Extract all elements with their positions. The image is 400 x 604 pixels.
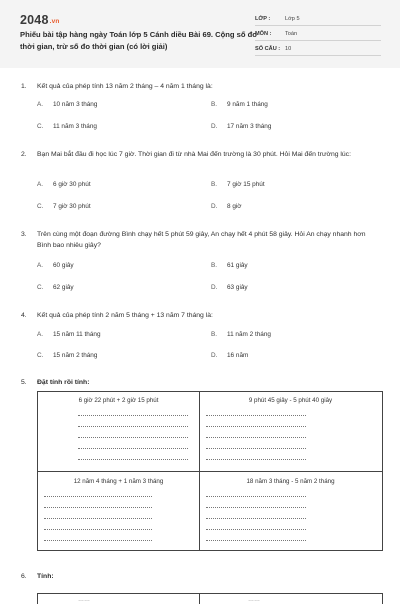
question-number: 1. — [21, 83, 27, 90]
answer-line[interactable] — [78, 459, 188, 460]
meta-value: Lớp 5 — [285, 16, 300, 22]
table-divider — [199, 594, 200, 604]
option-letter: B. — [211, 101, 218, 108]
answer-line[interactable] — [206, 426, 306, 427]
option-d[interactable] — [211, 352, 248, 359]
question-3 — [21, 229, 381, 251]
option-text: 8 giờ — [227, 203, 242, 210]
option-text: 62 giây — [53, 284, 74, 291]
option-a[interactable] — [37, 331, 101, 338]
option-c[interactable] — [37, 352, 97, 359]
answer-line[interactable] — [78, 437, 188, 438]
meta-value: 10 — [285, 46, 292, 52]
answer-line[interactable] — [206, 459, 306, 460]
option-text: 15 năm 11 tháng — [53, 331, 101, 338]
option-letter: D. — [211, 284, 218, 291]
option-b[interactable] — [211, 262, 248, 269]
exercise-cell-title: 18 năm 3 tháng - 5 năm 2 tháng — [246, 478, 335, 485]
question-number: 4. — [21, 312, 27, 319]
section-title: Tính: — [37, 573, 54, 580]
option-a[interactable] — [37, 262, 74, 269]
question-text: Bạn Mai bắt đầu đi học lúc 7 giờ. Thời gian đi từ nhà Mai đến trường là 30 phút. Hỏi Mai đến trường lúc: — [37, 151, 351, 158]
option-letter: A. — [37, 101, 44, 108]
option-text: 63 giây — [227, 284, 248, 291]
answer-line[interactable] — [44, 518, 152, 519]
option-text: 16 năm — [227, 352, 249, 359]
meta-label: SỐ CÂU : — [255, 46, 281, 52]
option-letter: B. — [211, 262, 218, 269]
answer-line[interactable] — [78, 448, 188, 449]
answer-line[interactable] — [78, 426, 188, 427]
option-text: 7 giờ 30 phút — [53, 203, 91, 210]
option-b[interactable] — [211, 101, 268, 108]
option-text: 17 năm 3 tháng — [227, 123, 272, 130]
option-b[interactable] — [211, 331, 271, 338]
calculation-table-2 — [37, 593, 383, 604]
meta-label: LỚP : — [255, 16, 271, 22]
option-letter: C. — [37, 203, 44, 210]
option-text: 9 năm 1 tháng — [227, 101, 268, 108]
question-text: Kết quả của phép tính 13 năm 2 tháng – 4 năm 1 tháng là: — [37, 83, 213, 90]
header — [0, 0, 400, 68]
option-text: 7 giờ 15 phút — [227, 181, 265, 188]
answer-line[interactable] — [206, 507, 306, 508]
section-number: 5. — [21, 379, 27, 386]
meta-subject — [255, 28, 381, 41]
option-c[interactable] — [37, 284, 74, 291]
meta-label: MÔN : — [255, 31, 272, 37]
answer-line[interactable] — [206, 518, 306, 519]
section-number: 6. — [21, 573, 27, 580]
option-letter: C. — [37, 123, 44, 130]
option-letter: C. — [37, 352, 44, 359]
site-logo[interactable] — [20, 13, 60, 27]
option-text: 11 năm 2 tháng — [227, 331, 271, 338]
option-letter: B. — [211, 181, 218, 188]
option-letter: D. — [211, 123, 218, 130]
answer-line[interactable] — [44, 529, 152, 530]
option-a[interactable] — [37, 181, 91, 188]
answer-line[interactable] — [44, 507, 152, 508]
option-c[interactable] — [37, 203, 91, 210]
option-a[interactable] — [37, 101, 97, 108]
exercise-cell-title: 6 giờ 22 phút + 2 giờ 15 phút — [78, 397, 159, 404]
question-number: 2. — [21, 151, 27, 158]
exercise-cell-title: 9 phút 45 giây - 5 phút 40 giây — [248, 397, 333, 404]
question-1 — [21, 81, 381, 92]
answer-line[interactable] — [206, 496, 306, 497]
option-text: 60 giây — [53, 262, 74, 269]
option-letter: A. — [37, 181, 44, 188]
option-text: 61 giây — [227, 262, 248, 269]
answer-line[interactable] — [206, 540, 306, 541]
answer-line[interactable] — [44, 540, 152, 541]
question-text: Kết quả của phép tính 2 năm 5 tháng + 13 năm 7 tháng là: — [37, 312, 213, 319]
logo-extension: .vn — [49, 18, 60, 25]
answer-line[interactable] — [206, 448, 306, 449]
answer-line[interactable] — [206, 415, 306, 416]
answer-line[interactable] — [206, 529, 306, 530]
option-d[interactable] — [211, 284, 248, 291]
exercise-cell-title: 12 năm 4 tháng + 1 năm 3 tháng — [73, 478, 164, 485]
question-2 — [21, 149, 381, 160]
option-letter: D. — [211, 203, 218, 210]
section-6-heading — [21, 573, 54, 580]
table-divider — [38, 471, 382, 472]
option-text: 11 năm 3 tháng — [53, 123, 97, 130]
option-d[interactable] — [211, 203, 242, 210]
answer-line[interactable] — [206, 437, 306, 438]
meta-count — [255, 43, 381, 56]
answer-line[interactable] — [44, 496, 152, 497]
question-text: Trên cùng một đoạn đường Bình chạy hết 5 phút 59 giây, An chạy hết 4 phút 58 giây. Hỏi An chạy nhanh hơn Bình bao nhiêu giây? — [37, 231, 366, 249]
option-text: 15 năm 2 tháng — [53, 352, 98, 359]
question-4 — [21, 310, 381, 321]
option-letter: B. — [211, 331, 218, 338]
option-b[interactable] — [211, 181, 265, 188]
calculation-table — [37, 391, 383, 551]
answer-line[interactable] — [78, 415, 188, 416]
logo-number: 2048 — [20, 13, 49, 27]
option-c[interactable] — [37, 123, 97, 130]
question-number: 3. — [21, 231, 27, 238]
option-letter: A. — [37, 262, 44, 269]
section-5-heading — [21, 379, 89, 386]
cropped-cell-text: …… — [248, 597, 260, 603]
option-text: 10 năm 3 tháng — [53, 101, 98, 108]
option-letter: A. — [37, 331, 44, 338]
option-letter: D. — [211, 352, 218, 359]
meta-class — [255, 13, 381, 26]
worksheet-title: Phiếu bài tập hàng ngày Toán lớp 5 Cánh diều Bài 69. Cộng số đo thời gian, trừ số đo thời gian (có lời giải) — [20, 30, 257, 51]
option-d[interactable] — [211, 123, 271, 130]
option-text: 6 giờ 30 phút — [53, 181, 91, 188]
cropped-cell-text: …… — [78, 597, 90, 603]
option-letter: C. — [37, 284, 44, 291]
section-title: Đặt tính rồi tính: — [37, 379, 90, 386]
meta-value: Toán — [285, 31, 298, 37]
